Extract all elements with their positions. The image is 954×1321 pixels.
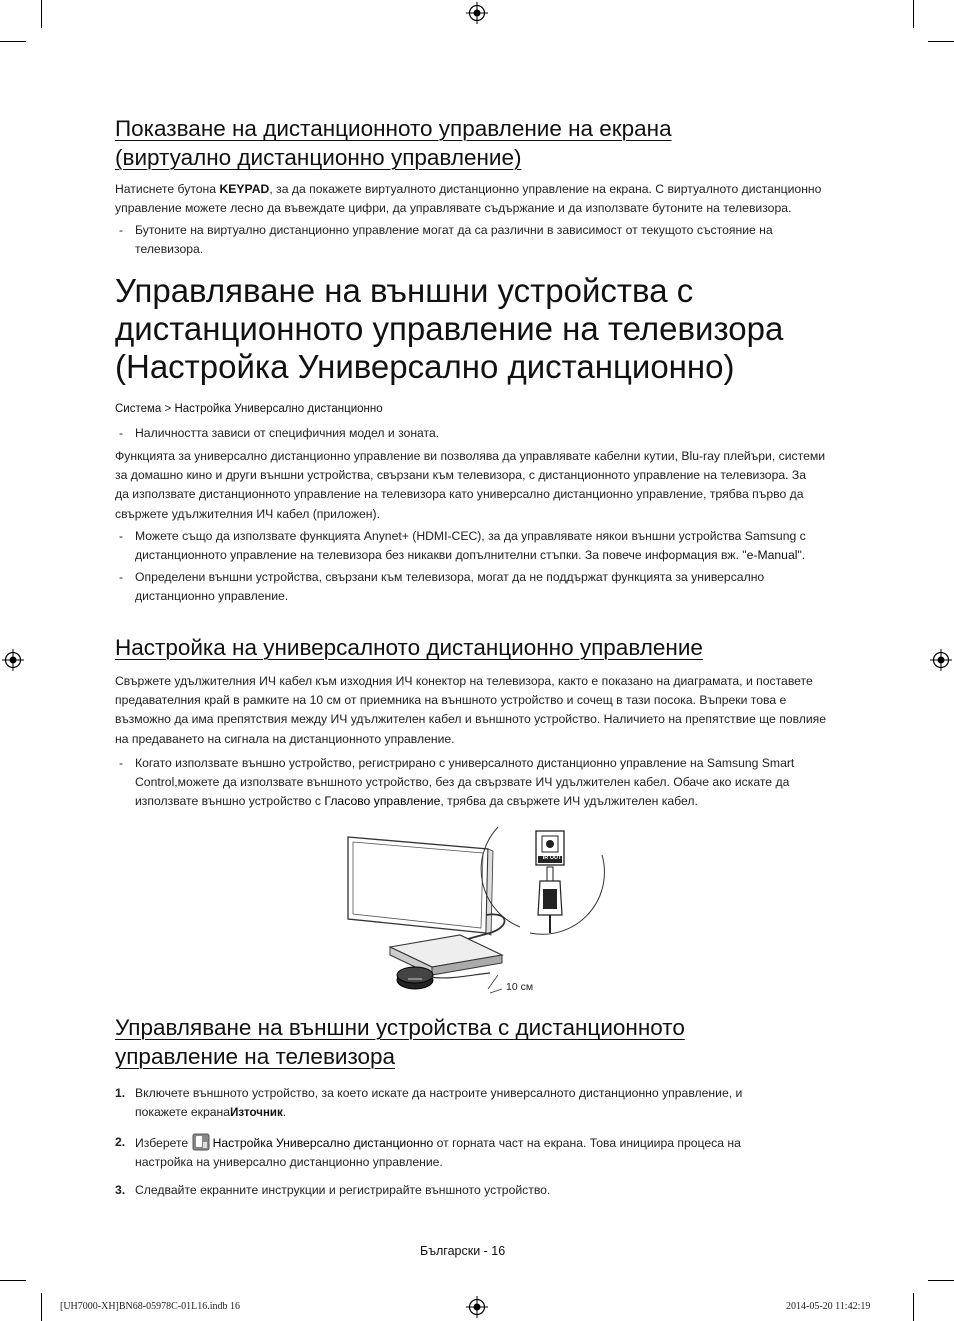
paragraph-keypad: Натиснете бутона KEYPAD, за да покажете виртуалното дистанционно управление на екрана. С виртуалното дистанционно управление можете лесно да въвеждате цифри, да управлявате съдържание и да използвате бутоните на телевизора.	[115, 182, 822, 216]
note-dash: -	[119, 570, 124, 584]
paragraph-universal-remote: Функцията за универсално дистанционно управление ви позволява да управлявате кабелни кутии, Blu-ray плейъри, системи за домашно кино и други външни устройства, свързани към телевизора, с дистанционното управление на телевизора. За да използвате дистанционното управление на телевизора като универсално дистанционно управление, трябва първо да свържете удължителния ИЧ кабел (приложен).	[115, 449, 826, 521]
ir-cable-diagram	[340, 815, 620, 1000]
crop-mark	[913, 1293, 914, 1321]
distance-label: 10 см	[506, 981, 534, 993]
note-dash: -	[119, 426, 124, 440]
step-number: 3.	[115, 1183, 126, 1197]
step-number: 1.	[115, 1086, 126, 1100]
section-heading-virtual-remote: Показване на дистанционното управление на екрана (виртуално дистанционно управление)	[115, 116, 672, 170]
page-title-universal-remote: Управляване на външни устройства с дистанционното управление на телевизора (Настройка Универсално дистанционно)	[115, 272, 784, 385]
note-unsupported-devices: Определени външни устройства, свързани към телевизора, могат да не поддържат функцията за универсално дистанционно управление.	[135, 570, 765, 604]
crop-mark	[0, 41, 26, 42]
registration-mark-icon	[466, 1296, 488, 1318]
crop-mark	[41, 1293, 42, 1321]
crop-mark	[928, 41, 954, 42]
step-number: 2.	[115, 1135, 126, 1149]
section-heading-setup: Настройка на универсалното дистанционно управление	[115, 635, 703, 660]
note-smart-control: Когато използвате външно устройство, регистрирано с универсалното дистанционно управление на Samsung Smart Control,можете да използвате външното устройство, без да свързвате ИЧ удължителен кабел. Обаче ако искате да използвате външно устройство с Гласово управление, трябва да свържете ИЧ удължителен кабел.	[135, 756, 795, 809]
step-2-text: Изберете Настройка Универсално дистанционно от горната част на екрана. Това инициира процеса на настройка на универсално дистанционно управление.	[135, 1133, 835, 1172]
note-virtual-buttons: Бутоните на виртуално дистанционно управление могат да са различни в зависимост от текущото състояние на телевизора.	[135, 223, 773, 257]
footer-file-info: [UH7000-XH]BN68-05978C-01L16.indb 16	[60, 1301, 240, 1312]
crop-mark	[913, 0, 914, 28]
step-3-text: Следвайте екранните инструкции и регистрирайте външното устройство.	[135, 1183, 551, 1197]
note-dash: -	[119, 529, 124, 543]
port-label: IR OUT	[542, 855, 562, 861]
section-heading-control-devices: Управляване на външни устройства с дистанционното управление на телевизора	[115, 1015, 685, 1069]
registration-mark-icon	[2, 649, 24, 671]
paragraph-ir-cable: Свържете удължителния ИЧ кабел към изходния ИЧ конектор на телевизора, както е показано на диаграмата, и поставете предавателния край в рамките на 10 см от приемника на външното устройство и сочещ в тази посока. Въпреки това е възможно да има препятствия между ИЧ удължителен кабел и външното устройство. Наличието на препятствие ще повлияе на предаването на сигнала на дистанционното управление.	[115, 674, 827, 746]
universal-remote-setup-icon	[192, 1133, 210, 1151]
registration-mark-icon	[930, 649, 952, 671]
crop-mark	[0, 1280, 26, 1281]
crop-mark	[41, 0, 42, 28]
note-anynet: Можете също да използвате функцията Anynet+ (HDMI-CEC), за да управлявате някои външни устройства Samsung с дистанционното управление на телевизора без никакви допълнителни стъпки. За повече информация вж. "e-Manual".	[135, 529, 806, 563]
crop-mark	[928, 1280, 954, 1281]
note-model-availability: Наличността зависи от специфичния модел и зоната.	[135, 426, 440, 440]
ir-out-port-illustration	[536, 831, 564, 933]
page-number: Български - 16	[420, 1244, 506, 1258]
registration-mark-icon	[466, 2, 488, 24]
step-1-text: Включете външното устройство, за което искате да настроите универсалното дистанционно управление, и покажете екранаИзточник.	[135, 1086, 743, 1120]
note-dash: -	[119, 223, 124, 237]
tv-illustration	[348, 837, 493, 935]
note-dash: -	[119, 756, 124, 770]
menu-path: Система > Настройка Универсално дистанционно	[115, 403, 383, 415]
footer-timestamp: 2014-05-20 11:42:19	[786, 1301, 871, 1312]
